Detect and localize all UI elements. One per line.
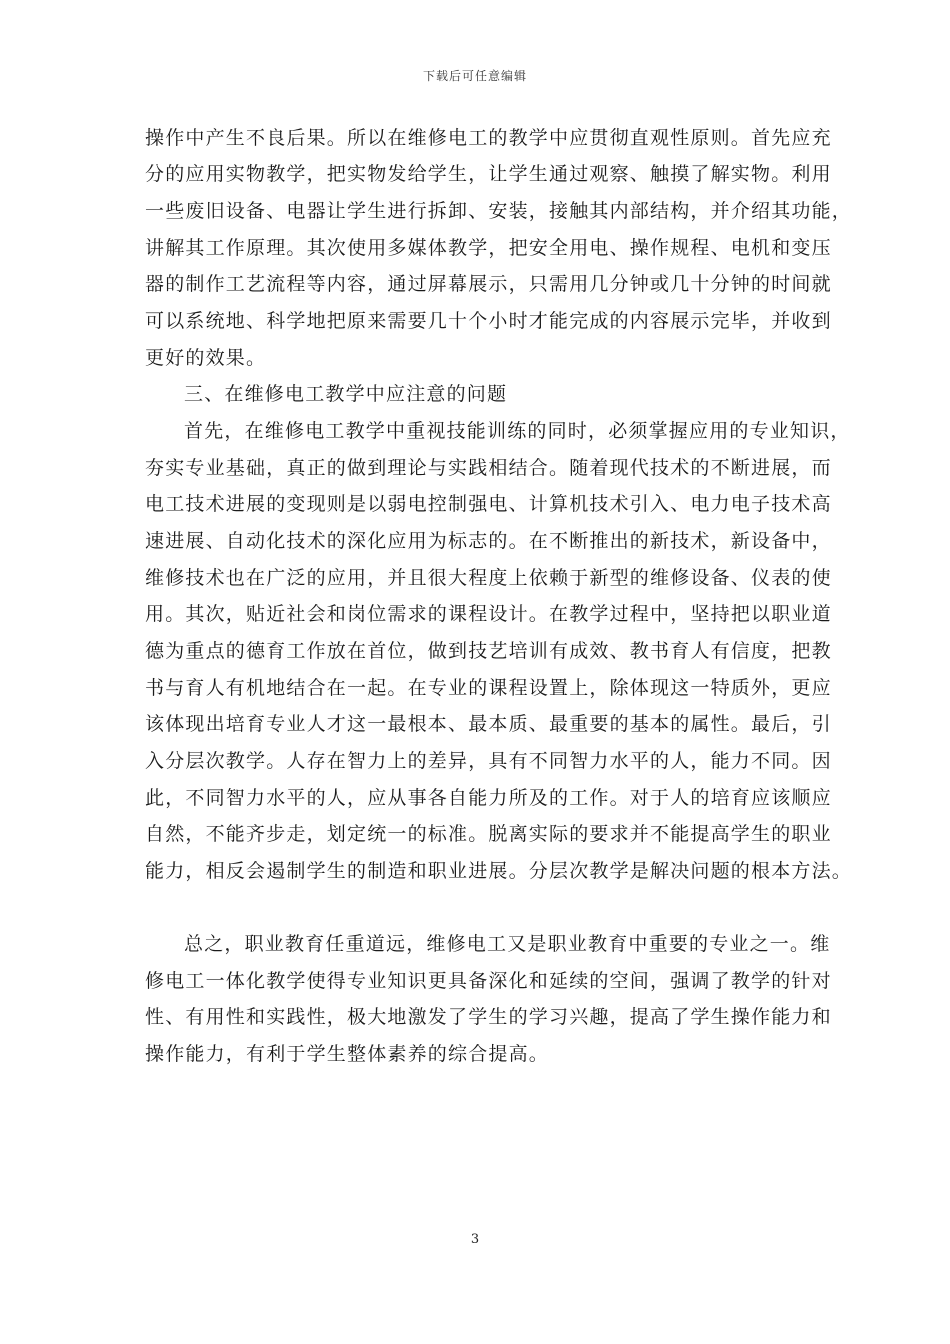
paragraph-line: 入分层次教学。人存在智力上的差异，具有不同智力水平的人，能力不同。因	[145, 750, 832, 772]
page-header: 下载后可任意编辑	[422, 69, 527, 83]
paragraph-line: 此，不同智力水平的人，应从事各自能力所及的工作。对于人的培育应该顺应	[145, 787, 832, 809]
paragraph-line: 维修技术也在广泛的应用，并且很大程度上依赖于新型的维修设备、仪表的使	[145, 567, 832, 589]
paragraph-line: 能力，相反会遏制学生的制造和职业进展。分层次教学是解决问题的根本方法。	[145, 860, 853, 882]
paragraph-line: 自然，不能齐步走，划定统一的标准。脱离实际的要求并不能提高学生的职业	[145, 823, 832, 845]
paragraph-line: 器的制作工艺流程等内容，通过屏幕展示，只需用几分钟或几十分钟的时间就	[145, 273, 832, 295]
paragraph-line: 操作能力，有利于学生整体素养的综合提高。	[145, 1043, 550, 1065]
paragraph-line: 书与育人有机地结合在一起。在专业的课程设置上，除体现这一特质外，更应	[145, 677, 832, 699]
section-heading: 三、在维修电工教学中应注意的问题	[184, 383, 508, 405]
paragraph-line: 该体现出培育专业人才这一最根本、最本质、最重要的基本的属性。最后，引	[145, 713, 832, 735]
paragraph-line: 电工技术进展的变现则是以弱电控制强电、计算机技术引入、电力电子技术高	[145, 493, 832, 515]
paragraph-line: 德为重点的德育工作放在首位，做到技艺培训有成效、教书育人有信度，把教	[145, 640, 832, 662]
paragraph-line: 讲解其工作原理。其次使用多媒体教学，把安全用电、操作规程、电机和变压	[145, 237, 832, 259]
paragraph-line: 总之，职业教育任重道远，维修电工又是职业教育中重要的专业之一。维	[184, 933, 831, 955]
paragraph-line: 夯实专业基础，真正的做到理论与实践相结合。随着现代技术的不断进展，而	[145, 457, 832, 479]
paragraph-line: 操作中产生不良后果。所以在维修电工的教学中应贯彻直观性原则。首先应充	[145, 127, 832, 149]
paragraph-line: 更好的效果。	[145, 347, 267, 369]
page-number: 3	[470, 1232, 480, 1247]
paragraph-line: 可以系统地、科学地把原来需要几十个小时才能完成的内容展示完毕，并收到	[145, 310, 832, 332]
paragraph-line: 速进展、自动化技术的深化应用为标志的。在不断推出的新技术，新设备中，	[145, 530, 832, 552]
paragraph-line: 修电工一体化教学使得专业知识更具备深化和延续的空间，强调了教学的针对	[145, 970, 832, 992]
paragraph-line: 一些废旧设备、电器让学生进行拆卸、安装，接触其内部结构，并介绍其功能，	[145, 200, 853, 222]
paragraph-line: 用。其次，贴近社会和岗位需求的课程设计。在教学过程中，坚持把以职业道	[145, 603, 832, 625]
paragraph-line: 首先，在维修电工教学中重视技能训练的同时，必须掌握应用的专业知识，	[184, 420, 851, 442]
paragraph-line: 分的应用实物教学，把实物发给学生，让学生通过观察、触摸了解实物。利用	[145, 163, 832, 185]
paragraph-line: 性、有用性和实践性，极大地激发了学生的学习兴趣，提高了学生操作能力和	[145, 1006, 832, 1028]
